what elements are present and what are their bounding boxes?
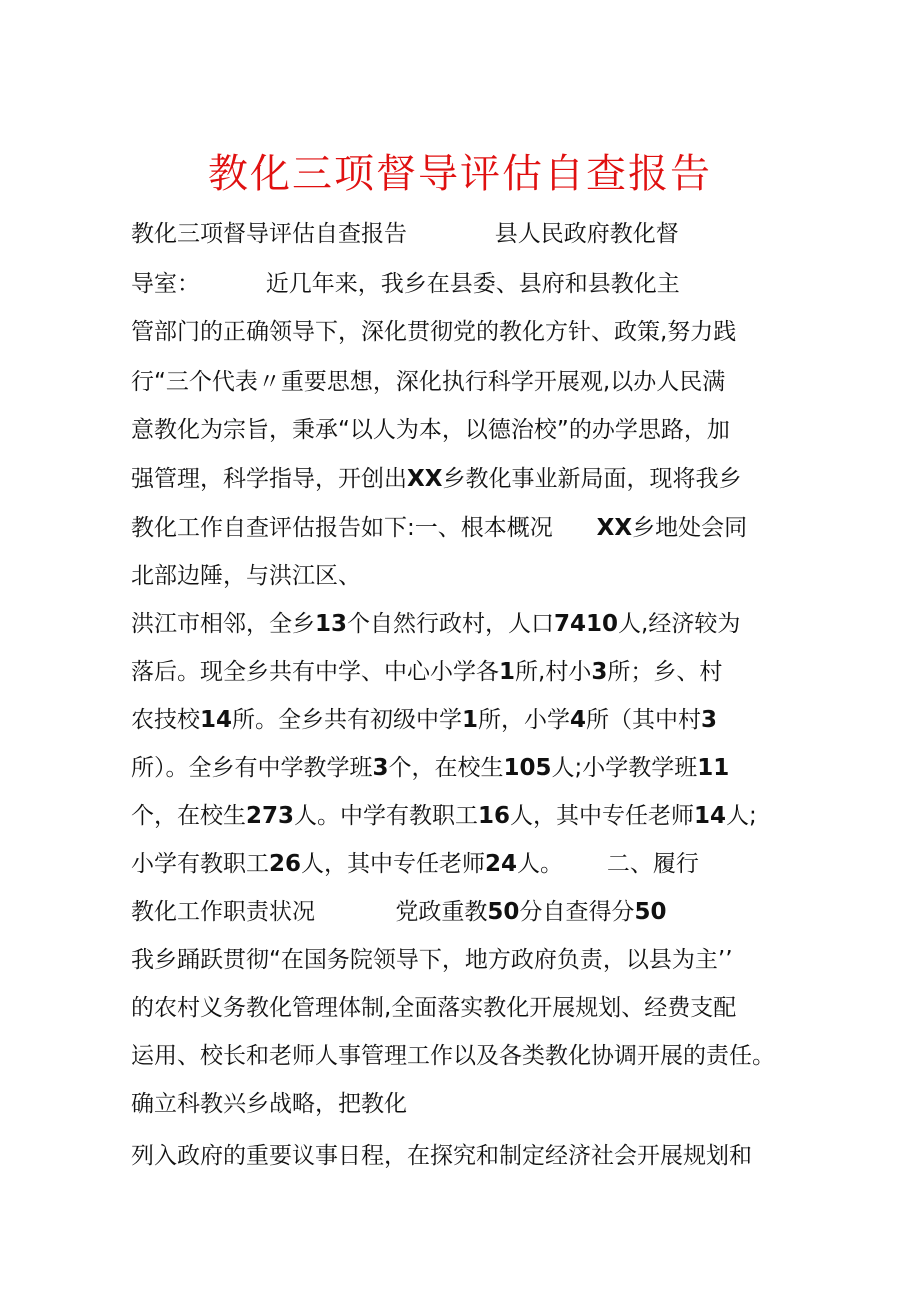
body-line-17: 的农村义务教化管理体制,全面落实教化开展规划、经费支配 — [131, 995, 737, 1021]
body-line-1: 教化三项督导评估自查报告 县人民政府教化督 — [131, 221, 679, 247]
body-line-6: 强管理，科学指导，开创出XX乡教化事业新局面，现将我乡 — [131, 466, 742, 492]
body-line-8: 北部边陲，与洪江区、 — [131, 563, 361, 589]
body-line-15: 教化工作职责状况 党政重教50分自查得分50 — [131, 899, 667, 925]
body-line-2: 导室： 近几年来，我乡在县委、县府和县教化主 — [131, 271, 680, 297]
body-line-14: 小学有教职工26人，其中专任老师24人。 二、履行 — [131, 851, 699, 877]
body-line-12: 所）。全乡有中学教学班3个，在校生105人;小学教学班11 — [131, 755, 730, 781]
body-line-13: 个，在校生273人。中学有教职工16人，其中专任老师14人; — [131, 803, 757, 829]
body-line-3: 管部门的正确领导下，深化贯彻党的教化方针、政策,努力践 — [131, 319, 737, 345]
body-line-7: 教化工作自查评估报告如下:一、根本概况 XX乡地处会同 — [131, 515, 748, 541]
body-line-5: 意教化为宗旨，秉承“以人为本，以德治校”的办学思路，加 — [131, 417, 730, 443]
body-line-11: 农技校14所。全乡共有初级中学1所，小学4所（其中村3 — [131, 707, 718, 733]
body-line-4: 行“三个代表〃重要思想，深化执行科学开展观,以办人民满 — [131, 369, 726, 395]
body-line-18: 运用、校长和老师人事管理工作以及各类教化协调开展的责任。 — [131, 1043, 775, 1069]
body-line-16: 我乡踊跃贯彻“在国务院领导下，地方政府负责，以县为主’’ — [131, 947, 733, 973]
body-line-20: 列入政府的重要议事日程，在探究和制定经济社会开展规划和 — [131, 1143, 752, 1169]
document-title: 教化三项督导评估自查报告 — [208, 151, 712, 197]
body-line-10: 落后。现全乡共有中学、中心小学各1所,村小3所；乡、村 — [131, 659, 723, 685]
body-line-19: 确立科教兴乡战略，把教化 — [131, 1091, 407, 1117]
body-line-9: 洪江市相邻，全乡13个自然行政村，人口7410人,经济较为 — [131, 611, 741, 637]
